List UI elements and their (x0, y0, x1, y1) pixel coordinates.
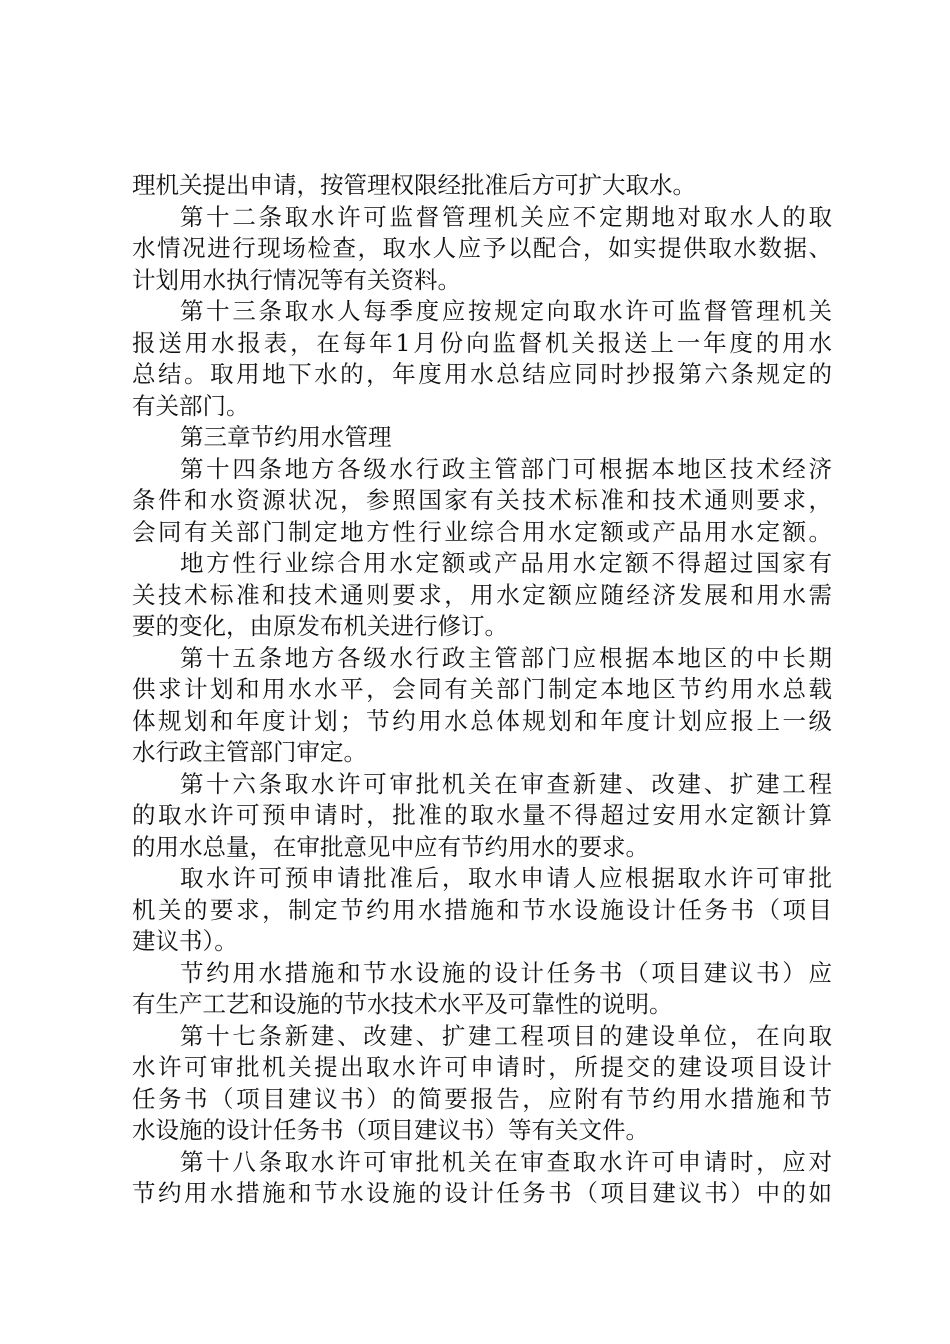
text-line: 水情况进行现场检查，取水人应予以配合，如实提供取水数据、 (132, 234, 832, 262)
text-line: 的取水许可预申请时，批准的取水量不得超过安用水定额计算 (132, 801, 832, 829)
text-line: 第十八条取水许可审批机关在审查取水许可申请时，应对 (180, 1147, 832, 1176)
text-line: 地方性行业综合用水定额或产品用水定额不得超过国家有 (180, 549, 832, 577)
text-line: 第十五条地方各级水行政主管部门应根据本地区的中长期 (180, 643, 832, 672)
text-line: 供求计划和用水水平，会同有关部门制定本地区节约用水总载 (132, 675, 832, 703)
text-line: 条件和水资源状况，参照国家有关技术标准和技术通则要求， (132, 486, 832, 514)
text-line: 关技术标准和技术通则要求，用水定额应随经济发展和用水需 (132, 580, 832, 609)
text-line: 任务书（项目建议书）的简要报告，应附有节约用水措施和节 (132, 1084, 832, 1113)
text-line: 的用水总量，在审批意见中应有节约用水的要求。 (132, 832, 649, 861)
text-line: 水许可审批机关提出取水许可申请时，所提交的建设项目设计 (132, 1053, 832, 1081)
text-line: 有生产工艺和设施的节水技术水平及可靠性的说明。 (132, 990, 673, 1018)
text-line: 第十三条取水人每季度应按规定向取水许可监督管理机关 (180, 297, 832, 325)
text-line: 计划用水执行情况等有关资料。 (132, 265, 461, 294)
text-line: 节约用水措施和节水设施的设计任务书（项目建议书）中的如 (132, 1179, 832, 1207)
text-line: 有关部门。 (132, 391, 250, 420)
text-line: 第十六条取水许可审批机关在审查新建、改建、扩建工程 (180, 769, 832, 798)
text-line: 第十二条取水许可监督管理机关应不定期地对取水人的取 (180, 202, 832, 231)
text-line: 取水许可预申请批准后，取水申请人应根据取水许可审批 (180, 864, 832, 892)
text-line: 水行政主管部门审定。 (132, 738, 367, 766)
text-line: 建议书）。 (132, 927, 238, 955)
text-line: 理机关提出申请，按管理权限经批准后方可扩大取水。 (132, 171, 696, 199)
text-line: 体规划和年度计划；节约用水总体规划和年度计划应报上一级 (132, 706, 832, 735)
text-line: 机关的要求，制定节约用水措施和节水设施设计任务书（项目 (132, 895, 832, 924)
text-line: 第十七条新建、改建、扩建工程项目的建设单位，在向取 (180, 1021, 832, 1050)
text-line: 水设施的设计任务书（项目建议书）等有关文件。 (132, 1116, 649, 1144)
text-line: 要的变化，由原发布机关进行修订。 (132, 612, 508, 640)
text-line: 会同有关部门制定地方性行业综合用水定额或产品用水定额。 (132, 517, 832, 546)
chapter-heading: 第三章节约用水管理 (180, 423, 392, 451)
document-body (132, 170, 832, 1210)
text-line: 总结。取用地下水的，年度用水总结应同时抄报第六条规定的 (132, 360, 832, 388)
text-line: 报送用水报表，在每年1月份向监督机关报送上一年度的用水 (132, 328, 832, 357)
text-line: 节约用水措施和节水设施的设计任务书（项目建议书）应 (180, 958, 832, 987)
text-line: 第十四条地方各级水行政主管部门可根据本地区技术经济 (180, 454, 832, 483)
